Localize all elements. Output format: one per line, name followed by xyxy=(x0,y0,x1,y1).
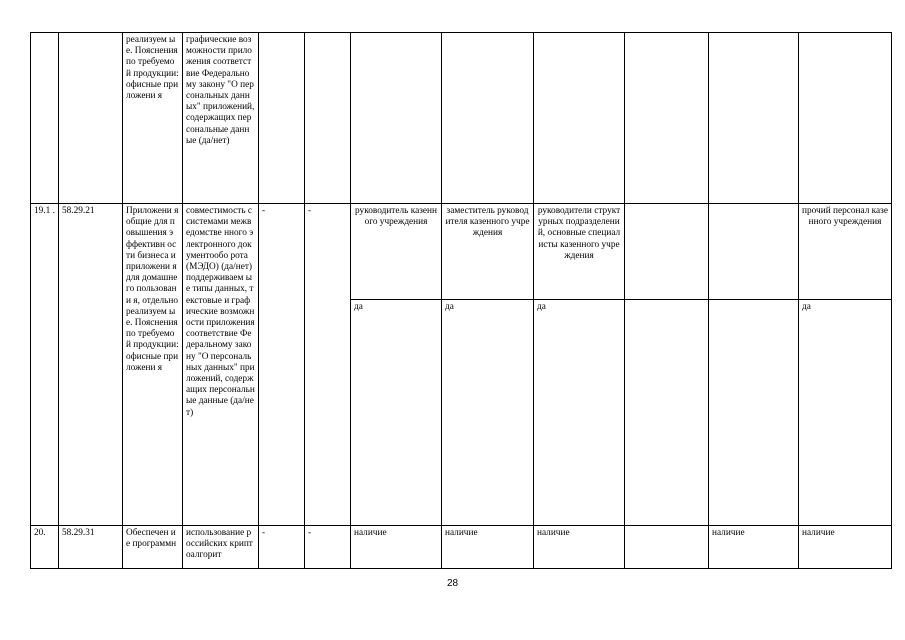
characteristics-table xyxy=(30,32,892,569)
cell-code: 58.29.31 xyxy=(59,526,123,569)
cell-name: Обеспечен ие программн xyxy=(123,526,183,569)
cell-num: 19.1 . xyxy=(31,204,59,526)
cell-empty xyxy=(625,526,709,569)
cell-other-staff: прочий персонал казенного учреждения xyxy=(799,204,892,300)
cell-empty xyxy=(625,204,709,300)
cell-head: руководитель казенного учреждения xyxy=(351,204,442,300)
cell-num: 20. xyxy=(31,526,59,569)
cell-unit-code: - xyxy=(259,526,305,569)
cell-deputy xyxy=(442,33,534,204)
cell-empty xyxy=(625,33,709,204)
cell-specialists xyxy=(709,33,799,204)
cell-unit-name xyxy=(305,33,351,204)
cell-characteristic: использование российских криптоалгорит xyxy=(183,526,259,569)
cell-head-value: да xyxy=(351,300,442,526)
page-number: 28 xyxy=(446,578,459,589)
cell-head-value: наличие xyxy=(351,526,442,569)
cell-code xyxy=(59,33,123,204)
cell-unit-code xyxy=(259,33,305,204)
cell-deputy: заместитель руководителя казенного учреждения xyxy=(442,204,534,300)
cell-code: 58.29.21 xyxy=(59,204,123,526)
cell-dept-heads xyxy=(534,33,625,204)
cell-other-staff xyxy=(799,33,892,204)
cell-unit-name: - xyxy=(305,204,351,526)
cell-unit-name: - xyxy=(305,526,351,569)
cell-dept-value: да xyxy=(534,300,625,526)
cell-dept-value: наличие xyxy=(534,526,625,569)
cell-unit-code: - xyxy=(259,204,305,526)
cell-empty xyxy=(625,300,709,526)
cell-deputy-value: наличие xyxy=(442,526,534,569)
cell-characteristic: совместимость с системами межведомстве нного электронного документообо рота (МЭДО) (да/нет) поддерживаем ые типы данных, текстовые и графические возможности приложения соответствие Федеральному закону "О персональных данных" приложений, содержащих персональные данные (да/нет) xyxy=(183,204,259,526)
cell-name: Приложени я общие для повышения эффективн ости бизнеса и приложени я для домашнего пользовани я, отдельно реализуем ые. Пояснения по требуемой продукции: офисные приложени я xyxy=(123,204,183,526)
cell-other-value: да xyxy=(799,300,892,526)
cell-deputy-value: да xyxy=(442,300,534,526)
cell-head xyxy=(351,33,442,204)
table-row-20 xyxy=(31,526,892,569)
cell-specialists-value: наличие xyxy=(709,526,799,569)
table-row-19-1 xyxy=(31,204,892,300)
cell-dept-heads: руководители структурных подразделений, основные специалисты казенного учреждения xyxy=(534,204,625,300)
cell-name: реализуем ые. Пояснения по требуемой продукции: офисные приложени я xyxy=(123,33,183,204)
cell-characteristic: графические возможности приложения соответствие Федеральному закону "О персональных данных" приложений, содержащих персональные данные (да/нет) xyxy=(183,33,259,204)
cell-num xyxy=(31,33,59,204)
cell-specialists-value xyxy=(709,300,799,526)
cell-specialists xyxy=(709,204,799,300)
cell-other-value: наличие xyxy=(799,526,892,569)
table-row-continuation xyxy=(31,33,892,204)
